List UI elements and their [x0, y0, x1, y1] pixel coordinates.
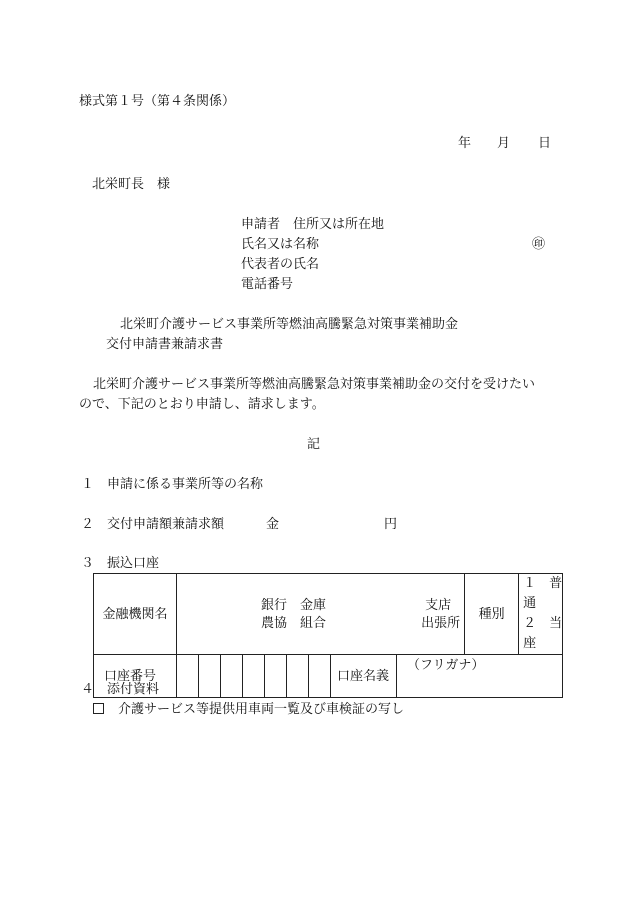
branch-office-option: 出張所 [421, 615, 461, 631]
bank-option: 銀行 [261, 597, 288, 613]
account-digit-6[interactable] [287, 655, 309, 698]
furigana-label: （フリガナ） [407, 658, 485, 673]
amount-currency: 金 [266, 517, 280, 532]
attachment-label: 介護サービス等提供用車両一覧及び車検証の写し [118, 702, 405, 717]
account-name-label: 口座名義 [337, 668, 390, 684]
date-year: 年 [458, 136, 472, 151]
type-label-cell [465, 574, 519, 655]
account-digit-5[interactable] [265, 655, 287, 698]
type-option-futsu: １ 普通 [523, 576, 563, 611]
amount-unit: 円 [384, 517, 398, 532]
item3-label: 振込口座 [107, 556, 160, 571]
account-number-label: 口座番号 [104, 668, 157, 684]
item3-number: ３ [81, 556, 95, 571]
item1-number: １ [81, 477, 95, 492]
item4-label: 添付資料 [107, 682, 160, 697]
nokyo-option: 農協 [261, 615, 288, 631]
addressee: 北栄町長 様 [92, 177, 171, 192]
type-option-toza: ２ 当座 [523, 616, 563, 651]
phone-label: 電話番号 [241, 277, 294, 292]
branch-option: 支店 [425, 597, 452, 613]
type-label: 種別 [478, 606, 505, 622]
body-text-line1: 北栄町介護サービス事業所等燃油高騰緊急対策事業補助金の交付を受けたい [93, 377, 536, 392]
item1-label: 申請に係る事業所等の名称 [107, 477, 264, 492]
account-digit-4[interactable] [243, 655, 265, 698]
account-digit-3[interactable] [221, 655, 243, 698]
form-number: 様式第１号（第４条関係） [79, 94, 236, 109]
type-options-cell[interactable] [519, 574, 563, 655]
item2-label: 交付申請額兼請求額 [107, 517, 225, 532]
applicant-name-label: 氏名又は名称 [241, 237, 320, 252]
document-title-line1: 北栄町介護サービス事業所等燃油高騰緊急対策事業補助金 [120, 317, 459, 332]
bank-account-table [93, 573, 563, 698]
seal-mark: ㊞ [532, 237, 546, 252]
account-digit-1[interactable] [177, 655, 199, 698]
representative-label: 代表者の氏名 [241, 257, 320, 272]
account-digit-7[interactable] [309, 655, 331, 698]
item4-number: ４ [81, 682, 95, 697]
kumiai-option: 組合 [300, 615, 327, 631]
account-name-input-cell[interactable] [397, 655, 563, 698]
body-text-line2: ので、下記のとおり申請し、請求します。 [79, 397, 325, 412]
item2-number: ２ [81, 517, 95, 532]
date-month: 月 [497, 136, 511, 151]
checkbox-icon[interactable] [93, 703, 104, 714]
institution-label: 金融機関名 [102, 606, 168, 622]
attachment-checkbox-row[interactable] [93, 703, 404, 716]
document-title-line2: 交付申請書兼請求書 [106, 337, 224, 352]
ki-heading: 記 [307, 437, 321, 452]
shinkin-option: 金庫 [300, 597, 327, 613]
applicant-address-label: 申請者 住所又は所在地 [241, 217, 385, 232]
institution-input-cell[interactable] [177, 574, 465, 655]
account-digit-2[interactable] [199, 655, 221, 698]
date-day: 日 [538, 136, 552, 151]
account-name-label-cell [331, 655, 397, 698]
institution-label-cell [94, 574, 177, 655]
